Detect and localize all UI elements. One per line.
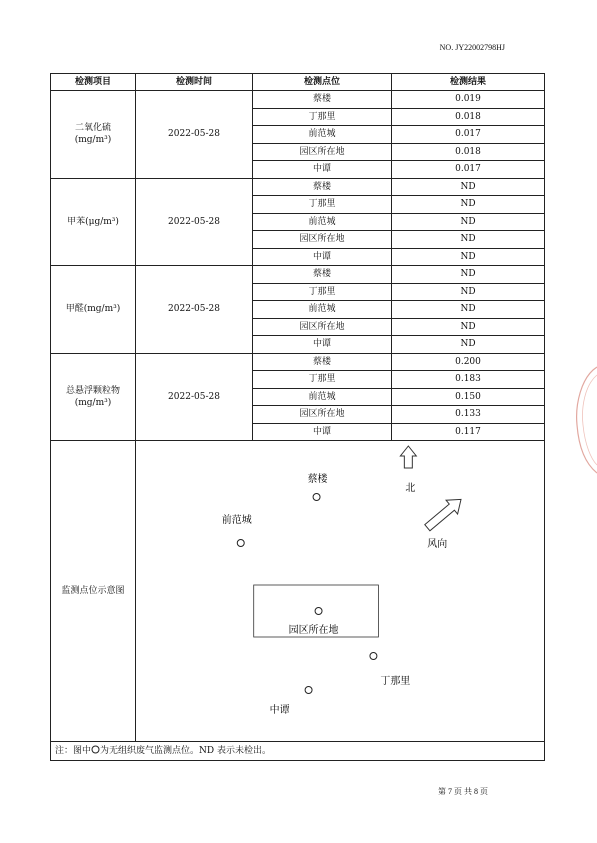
item-name: 甲苯(μg/m³)	[67, 216, 119, 227]
date-cell: 2022-05-28	[136, 178, 253, 266]
location-cell: 丁那里	[253, 196, 392, 214]
result-cell: ND	[392, 178, 545, 196]
result-cell: 0.018	[392, 108, 545, 126]
item-name: 总悬浮颗粒物	[65, 385, 120, 396]
point-marker-yuanqu	[315, 608, 322, 615]
north-label: 北	[405, 482, 416, 495]
location-cell: 蔡楼	[253, 353, 392, 371]
note-row	[51, 742, 545, 761]
location-cell: 中谭	[253, 336, 392, 354]
result-cell: 0.017	[392, 161, 545, 179]
result-cell: 0.200	[392, 353, 545, 371]
item-unit: (mg/m³)	[74, 397, 112, 408]
location-cell: 蔡楼	[253, 266, 392, 284]
results-table	[50, 73, 545, 761]
location-cell: 中谭	[253, 423, 392, 441]
result-cell: ND	[392, 231, 545, 249]
location-cell: 园区所在地	[253, 318, 392, 336]
point-marker-dingnali	[370, 653, 377, 660]
item-unit: (mg/m³)	[74, 135, 112, 146]
result-cell: 0.018	[392, 143, 545, 161]
result-cell: ND	[392, 301, 545, 319]
location-cell: 园区所在地	[253, 406, 392, 424]
header-item: 检测项目	[51, 74, 136, 91]
item-name: 甲醛(mg/m³)	[65, 304, 121, 315]
result-cell: 0.019	[392, 91, 545, 109]
north-arrow-icon	[400, 446, 416, 468]
table-row	[51, 353, 545, 371]
map-row-label: 监测点位示意图	[51, 441, 136, 742]
result-cell: 0.117	[392, 423, 545, 441]
item-cell	[51, 266, 136, 354]
date-cell: 2022-05-28	[136, 91, 253, 179]
location-cell: 前范城	[253, 388, 392, 406]
table-row	[51, 91, 545, 109]
header-result: 检测结果	[392, 74, 545, 91]
note-prefix: 注：图中	[55, 746, 92, 756]
note-suffix: 为无组织废气监测点位。ND 表示未检出。	[100, 746, 271, 756]
table-row	[51, 266, 545, 284]
point-label-yuanqu: 园区所在地	[288, 624, 339, 637]
location-cell: 丁那里	[253, 371, 392, 389]
table-row	[51, 178, 545, 196]
page-footer: 第 7 页 共 8 页	[438, 787, 488, 796]
seal-stamp-icon	[571, 365, 597, 475]
note-cell	[51, 742, 545, 761]
item-name: 二氧化硫	[74, 123, 111, 134]
map-cell	[136, 441, 545, 742]
point-marker-qianfancheng	[237, 540, 244, 547]
point-marker-zhongtan	[305, 687, 312, 694]
wind-label: 风向	[427, 538, 448, 551]
item-cell	[51, 178, 136, 266]
result-cell: 0.150	[392, 388, 545, 406]
date-cell: 2022-05-28	[136, 266, 253, 354]
location-cell: 蔡楼	[253, 91, 392, 109]
result-cell: 0.183	[392, 371, 545, 389]
location-cell: 丁那里	[253, 108, 392, 126]
header-location: 检测点位	[253, 74, 392, 91]
point-label-dingnali: 丁那里	[380, 675, 411, 688]
document-number: NO. JY22002798HJ	[439, 43, 505, 52]
result-cell: ND	[392, 248, 545, 266]
table-header-row	[51, 74, 545, 91]
location-cell: 中谭	[253, 248, 392, 266]
map-row	[51, 441, 545, 742]
point-marker-cailou	[313, 494, 320, 501]
wind-direction-arrow-icon	[422, 493, 467, 535]
result-cell: ND	[392, 283, 545, 301]
result-cell: ND	[392, 336, 545, 354]
result-cell: ND	[392, 318, 545, 336]
circle-marker-icon	[91, 745, 100, 754]
point-label-qianfancheng: 前范城	[221, 514, 252, 527]
location-cell: 中谭	[253, 161, 392, 179]
location-cell: 丁那里	[253, 283, 392, 301]
point-label-cailou: 蔡楼	[307, 473, 328, 486]
result-cell: ND	[392, 196, 545, 214]
location-cell: 园区所在地	[253, 231, 392, 249]
point-label-zhongtan: 中谭	[269, 704, 290, 717]
result-cell: 0.017	[392, 126, 545, 144]
location-cell: 前范城	[253, 213, 392, 231]
item-cell	[51, 91, 136, 179]
header-time: 检测时间	[136, 74, 253, 91]
location-cell: 前范城	[253, 301, 392, 319]
item-cell	[51, 353, 136, 441]
result-cell: 0.133	[392, 406, 545, 424]
result-cell: ND	[392, 266, 545, 284]
location-cell: 蔡楼	[253, 178, 392, 196]
monitoring-map	[136, 441, 544, 741]
location-cell: 园区所在地	[253, 143, 392, 161]
date-cell: 2022-05-28	[136, 353, 253, 441]
result-cell: ND	[392, 213, 545, 231]
location-cell: 前范城	[253, 126, 392, 144]
table-body	[51, 91, 545, 441]
